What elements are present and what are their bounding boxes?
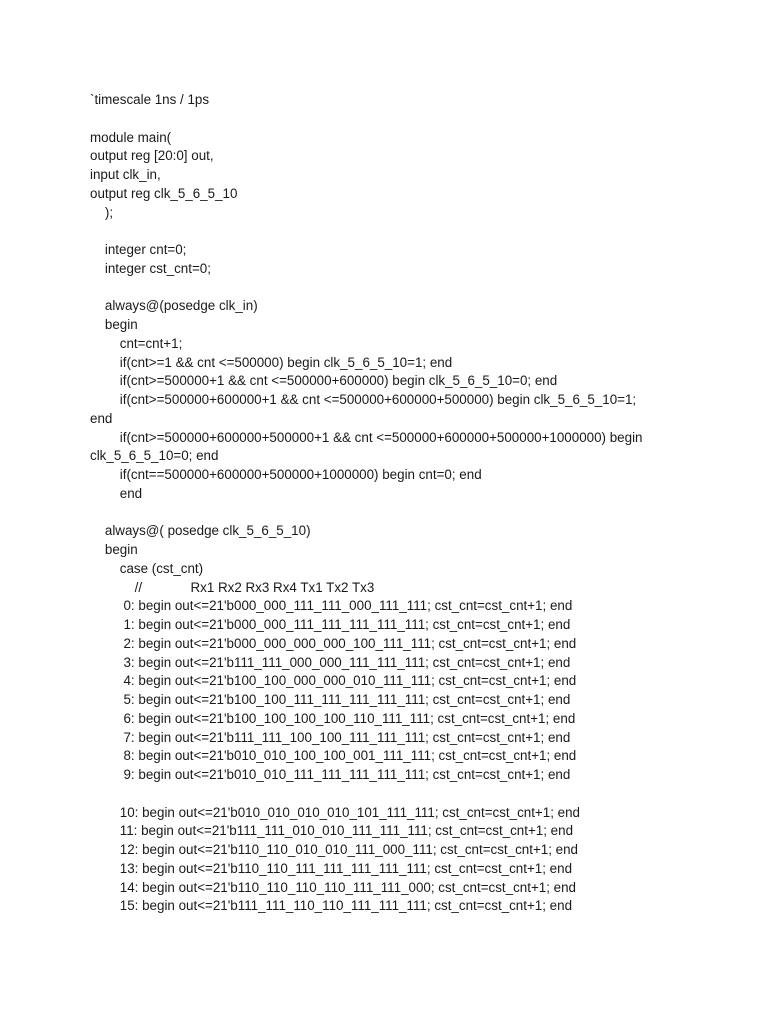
code-line: 0: begin out<=21'b000_000_111_111_000_111_111; cst_cnt=cst_cnt+1; end <box>90 598 573 614</box>
code-line: output reg [20:0] out, <box>90 148 214 164</box>
code-line: integer cnt=0; <box>90 242 187 257</box>
code-line: `timescale 1ns / 1ps <box>90 92 210 107</box>
code-line: module main( <box>90 129 172 145</box>
code-line: if(cnt>=500000+600000+1 && cnt <=500000+600000+500000) begin clk_5_6_5_10=1; <box>90 392 637 407</box>
code-line: 12: begin out<=21'b110_110_010_010_111_000_111; cst_cnt=cst_cnt+1; end <box>90 842 578 857</box>
code-line: cnt=cnt+1; <box>90 335 183 351</box>
code-line: input clk_in, <box>90 167 161 182</box>
code-line: always@( posedge clk_5_6_5_10) <box>90 523 311 539</box>
code-line: clk_5_6_5_10=0; end <box>90 448 219 464</box>
code-line: 11: begin out<=21'b111_111_010_010_111_111_111; cst_cnt=cst_cnt+1; end <box>90 823 574 839</box>
code-line: 3: begin out<=21'b111_111_000_000_111_111_111; cst_cnt=cst_cnt+1; end <box>90 654 571 670</box>
code-line <box>90 279 730 298</box>
code-line <box>90 110 730 129</box>
code-line: 2: begin out<=21'b000_000_000_000_100_111_111; cst_cnt=cst_cnt+1; end <box>90 635 577 651</box>
code-line: if(cnt>=500000+1 && cnt <=500000+600000) begin clk_5_6_5_10=0; end <box>90 373 558 389</box>
code-line: 14: begin out<=21'b110_110_110_110_111_111_000; cst_cnt=cst_cnt+1; end <box>90 879 577 895</box>
code-line: 8: begin out<=21'b010_010_100_100_001_111_111; cst_cnt=cst_cnt+1; end <box>90 748 577 764</box>
code-line: // Rx1 Rx2 Rx3 Rx4 Tx1 Tx2 Tx3 <box>90 579 375 595</box>
code-line: end <box>90 410 113 426</box>
code-line <box>90 504 730 523</box>
code-line: 10: begin out<=21'b010_010_010_010_101_111_111; cst_cnt=cst_cnt+1; end <box>90 804 580 820</box>
code-line: integer cst_cnt=0; <box>90 260 211 276</box>
code-line: 5: begin out<=21'b100_100_111_111_111_111_111; cst_cnt=cst_cnt+1; end <box>90 692 571 707</box>
code-line <box>90 785 730 804</box>
code-line: 4: begin out<=21'b100_100_000_000_010_111_111; cst_cnt=cst_cnt+1; end <box>90 673 577 689</box>
code-line: end <box>90 485 143 501</box>
code-line <box>90 222 730 241</box>
code-document <box>90 91 730 916</box>
code-line: begin <box>90 317 138 332</box>
code-line: case (cst_cnt) <box>90 560 204 576</box>
code-line: 13: begin out<=21'b110_110_111_111_111_111_111; cst_cnt=cst_cnt+1; end <box>90 860 573 876</box>
code-line: if(cnt==500000+600000+500000+1000000) begin cnt=0; end <box>90 467 482 482</box>
code-line: if(cnt>=1 && cnt <=500000) begin clk_5_6_5_10=1; end <box>90 354 453 370</box>
code-line: output reg clk_5_6_5_10 <box>90 185 238 201</box>
code-line: begin <box>90 542 138 557</box>
code-line: always@(posedge clk_in) <box>90 298 258 314</box>
code-line: 7: begin out<=21'b111_111_100_100_111_111_111; cst_cnt=cst_cnt+1; end <box>90 729 571 745</box>
code-line: 9: begin out<=21'b010_010_111_111_111_111_111; cst_cnt=cst_cnt+1; end <box>90 767 571 782</box>
code-line: 15: begin out<=21'b111_111_110_110_111_111_111; cst_cnt=cst_cnt+1; end <box>90 898 573 914</box>
code-line: if(cnt>=500000+600000+500000+1 && cnt <=500000+600000+500000+1000000) begin <box>90 429 643 445</box>
code-line: 1: begin out<=21'b000_000_111_111_111_111_111; cst_cnt=cst_cnt+1; end <box>90 617 571 632</box>
code-line: ); <box>90 204 114 220</box>
code-line: 6: begin out<=21'b100_100_100_100_110_111_111; cst_cnt=cst_cnt+1; end <box>90 710 576 726</box>
